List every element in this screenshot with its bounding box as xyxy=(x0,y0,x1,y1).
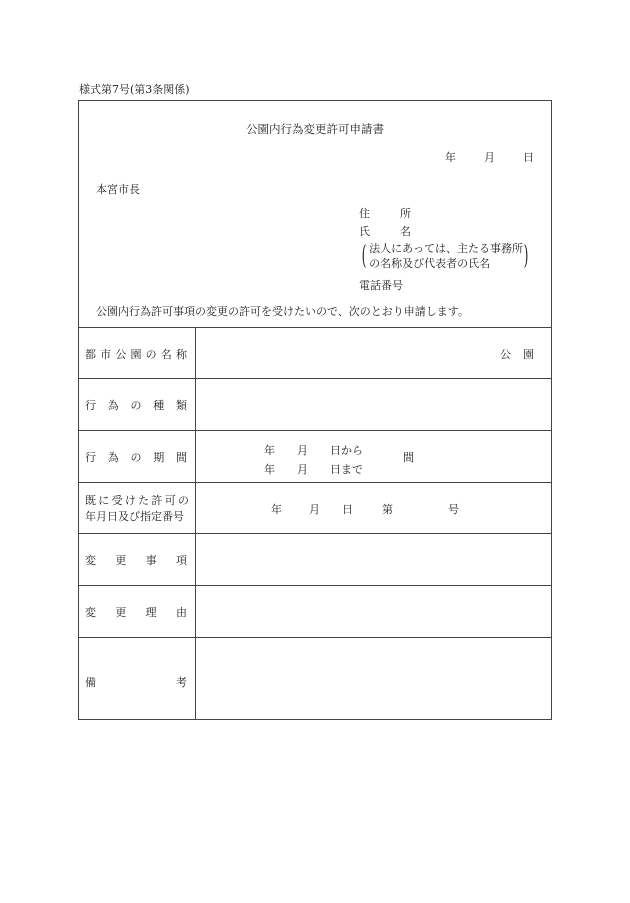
period-from: 年 月 日から xyxy=(264,444,363,457)
label-change-items: 変 更 事 項 xyxy=(79,534,196,586)
applicant-address-field[interactable] xyxy=(359,205,531,223)
value-activity-period[interactable] xyxy=(196,431,551,483)
value-change-reason[interactable] xyxy=(196,586,551,638)
date-day: 日 xyxy=(523,151,534,164)
applicant-address-label-char: 所 xyxy=(400,207,411,220)
value-change-items[interactable] xyxy=(196,534,551,586)
note-bracket-close: ) xyxy=(523,241,529,271)
row-previous-permit xyxy=(79,482,551,534)
corporation-note xyxy=(359,241,531,271)
label-change-reason: 変 更 理 由 xyxy=(79,586,196,638)
row-park-name xyxy=(79,327,551,379)
addressee: 本宮市長 xyxy=(96,183,140,196)
note-line-1: 法人にあっては、主たる事務所 xyxy=(369,242,524,255)
period-to: 年 月 日まで xyxy=(264,463,363,476)
applicant-phone-field[interactable]: 電話番号 xyxy=(359,279,403,292)
value-activity-type[interactable] xyxy=(196,379,551,431)
row-activity-period xyxy=(79,430,551,483)
applicant-address-label-char: 住 xyxy=(359,207,370,220)
label-previous-permit: 既 に 受 け た 許 可 の 年月日及び指定番号 xyxy=(79,483,196,534)
applicant-block xyxy=(359,205,531,293)
date-line[interactable] xyxy=(445,149,534,165)
form-header xyxy=(79,101,551,327)
applicant-name-label-char: 名 xyxy=(400,225,411,238)
row-change-items xyxy=(79,533,551,586)
label-remarks: 備 考 xyxy=(79,638,196,720)
application-form xyxy=(78,100,552,720)
label-park-name: 都 市 公 園 の 名 称 xyxy=(79,328,196,379)
label-activity-period: 行 為 の 期 間 xyxy=(79,431,196,483)
park-suffix: 公 園 xyxy=(500,347,534,361)
form-title: 公園内行為変更許可申請書 xyxy=(246,122,384,136)
date-month: 月 xyxy=(484,151,495,164)
value-park-name[interactable] xyxy=(196,328,551,379)
note-line-2: の名称及び代表者の氏名 xyxy=(369,257,491,270)
form-number: 様式第7号(第3条関係) xyxy=(79,83,190,96)
row-change-reason xyxy=(79,585,551,638)
row-activity-type xyxy=(79,378,551,431)
row-remarks xyxy=(79,637,551,720)
applicant-name-field[interactable] xyxy=(359,223,531,241)
label-activity-type: 行 為 の 種 類 xyxy=(79,379,196,431)
note-bracket-open: ( xyxy=(361,241,367,271)
date-year: 年 xyxy=(445,151,456,164)
application-statement: 公園内行為許可事項の変更の許可を受けたいので、次のとおり申請します。 xyxy=(96,305,469,318)
value-previous-permit[interactable]: 年 月 日 第 号 xyxy=(271,502,459,516)
value-remarks[interactable] xyxy=(196,638,551,720)
applicant-name-label-char: 氏 xyxy=(359,225,370,238)
period-suffix: 間 xyxy=(403,451,414,464)
